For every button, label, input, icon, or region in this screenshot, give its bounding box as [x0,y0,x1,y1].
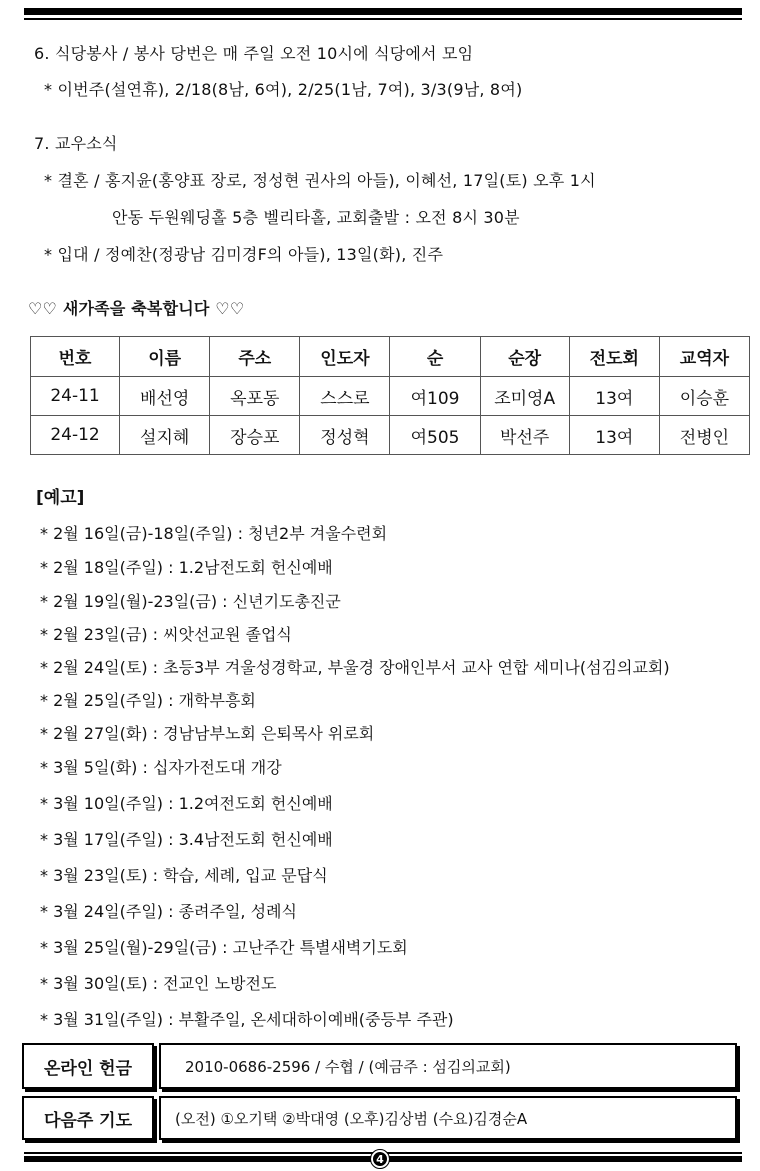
notices-title: [예고] [36,488,85,508]
online-offering-value: 2010-0686-2596 / 수협 / (예금주 : 섬김의교회) [159,1043,737,1089]
next-prayer-label: 다음주 기도 [22,1096,154,1140]
table-cell: 정성혁 [300,416,390,455]
notice-item: * 3월 30일(토) : 전교인 노방전도 [40,974,277,993]
notice-item: * 2월 18일(주일) : 1.2남전도회 헌신예배 [40,558,333,577]
table-cell: 여505 [390,416,480,455]
section7-title: 7. 교우소식 [34,134,118,153]
table-cell: 옥포동 [210,377,300,416]
notice-item: * 3월 31일(주일) : 부활주일, 온세대하이예배(중등부 주관) [40,1010,454,1029]
table-cell: 설지혜 [120,416,210,455]
enlist-notice: * 입대 / 정예찬(정광남 김미경F의 아들), 13일(화), 진주 [44,245,444,264]
table-row [31,377,750,416]
wedding-notice: * 결혼 / 홍지윤(홍양표 장로, 정성현 권사의 아들), 이혜선, 17일(토) 오후 1시 [44,171,596,190]
top-rule [24,8,742,21]
table-cell: 이승훈 [659,377,749,416]
notice-item: * 2월 19일(월)-23일(금) : 신년기도총진군 [40,592,341,611]
table-cell: 장승포 [210,416,300,455]
notice-item: * 3월 10일(주일) : 1.2여전도회 헌신예배 [40,794,333,813]
table-cell: 13여 [569,377,659,416]
notice-item: * 3월 5일(화) : 십자가전도대 개강 [40,758,282,777]
section6-title: 6. 식당봉사 / 봉사 당번은 매 주일 오전 10시에 식당에서 모임 [34,44,474,63]
notice-item: * 3월 23일(토) : 학습, 세례, 입교 문답식 [40,866,328,885]
col-name: 이름 [120,337,210,377]
next-prayer-value: (오전) ①오기택 ②박대영 (오후)김상범 (수요)김경순A [159,1096,737,1140]
table-row [31,416,750,455]
col-group: 순 [390,337,480,377]
table-cell: 전병인 [659,416,749,455]
notice-item: * 3월 25일(월)-29일(금) : 고난주간 특별새벽기도회 [40,938,408,957]
online-offering-label: 온라인 헌금 [22,1043,154,1089]
notice-item: * 2월 25일(주일) : 개학부흥회 [40,691,256,710]
page-number: 4 [371,1150,389,1168]
table-cell: 조미영A [480,377,569,416]
notice-item: * 3월 17일(주일) : 3.4남전도회 헌신예배 [40,830,333,849]
notice-item: * 2월 27일(화) : 경남남부노회 은퇴목사 위로회 [40,724,375,743]
col-address: 주소 [210,337,300,377]
col-mission: 전도회 [569,337,659,377]
col-guide: 인도자 [300,337,390,377]
section6-detail: * 이번주(설연휴), 2/18(8남, 6여), 2/25(1남, 7여), 3/3(9남, 8여) [44,80,523,99]
col-pastor: 교역자 [659,337,749,377]
notice-item: * 2월 16일(금)-18일(주일) : 청년2부 겨울수련회 [40,524,388,543]
new-family-heading: ♡♡ 새가족을 축복합니다 ♡♡ [28,299,245,318]
table-cell: 배선영 [120,377,210,416]
new-family-table [30,336,750,455]
notice-item: * 3월 24일(주일) : 종려주일, 성례식 [40,902,297,921]
table-header-row [31,337,750,377]
notice-item: * 2월 24일(토) : 초등3부 겨울성경학교, 부울경 장애인부서 교사 연합 세미나(섬김의교회) [40,658,670,677]
notice-item: * 2월 23일(금) : 씨앗선교원 졸업식 [40,625,292,644]
wedding-detail: 안동 두원웨딩홀 5층 벨리타홀, 교회출발 : 오전 8시 30분 [112,208,520,227]
table-cell: 24-11 [31,377,120,416]
table-cell: 박선주 [480,416,569,455]
table-cell: 24-12 [31,416,120,455]
col-leader: 순장 [480,337,569,377]
table-cell: 여109 [390,377,480,416]
col-number: 번호 [31,337,120,377]
table-cell: 13여 [569,416,659,455]
table-cell: 스스로 [300,377,390,416]
